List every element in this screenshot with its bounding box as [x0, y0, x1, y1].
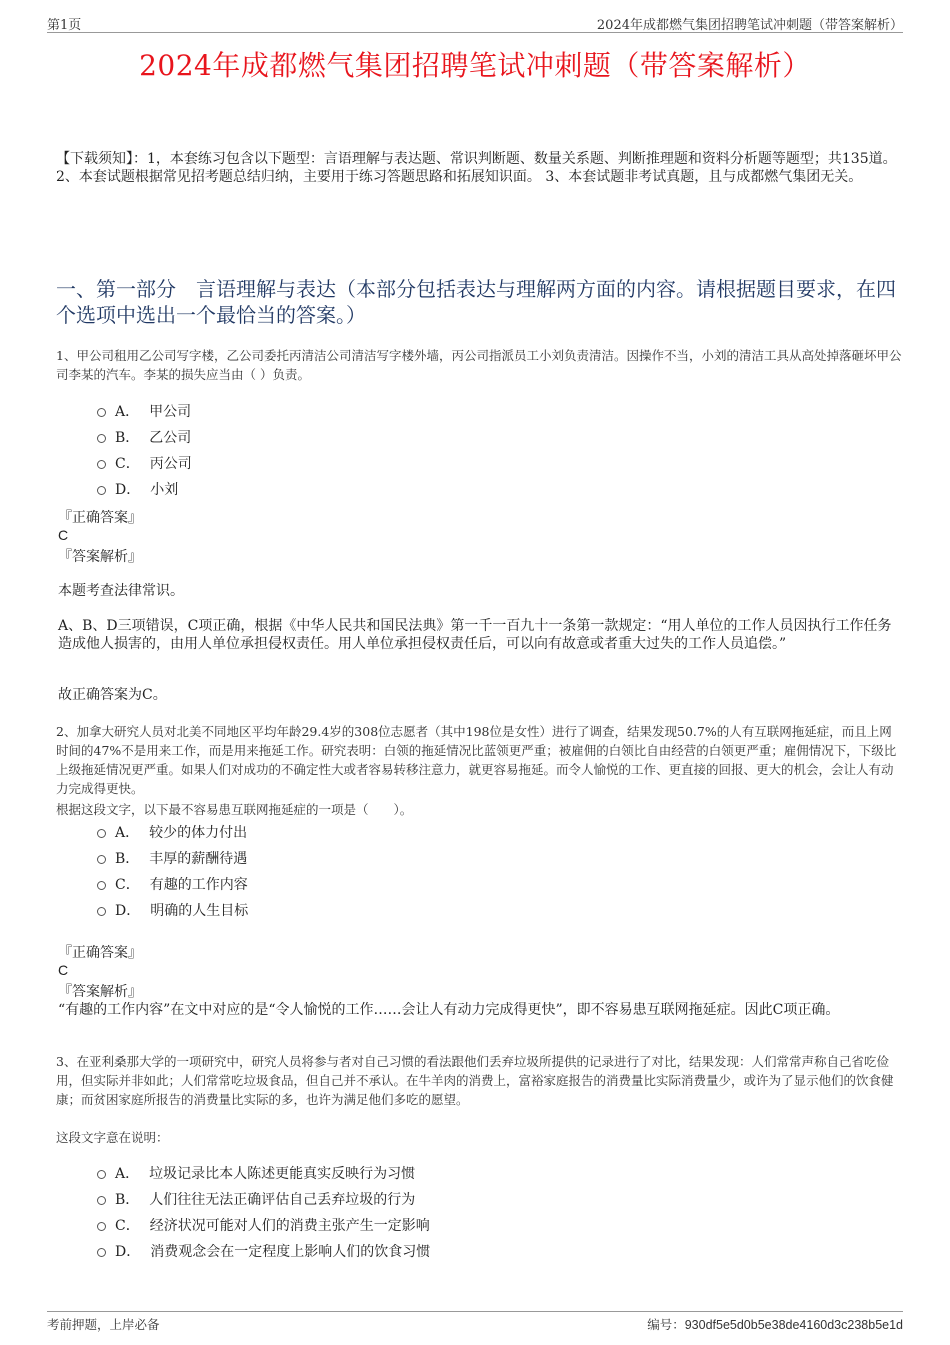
option-letter: B．: [115, 851, 140, 867]
question-1-analysis-label: 『答案解析』: [58, 549, 142, 565]
option-text: 垃圾记录比本人陈述更能真实反映行为习惯: [149, 1166, 416, 1182]
option-text: 明确的人生目标: [150, 903, 249, 919]
question-3-option-c[interactable]: [97, 1212, 430, 1238]
option-text: 人们往往无法正确评估自己丢弃垃圾的行为: [149, 1192, 416, 1208]
question-1-stem: 1、甲公司租用乙公司写字楼，乙公司委托丙清洁公司清洁写字楼外墙，丙公司指派员工小刘负责清洁。因操作不当，小刘的清洁工具从高处掉落砸坏甲公司李某的汽车。李某的损失应当由（ ）负责。: [56, 348, 902, 382]
question-1-answer-label: 『正确答案』: [58, 510, 142, 526]
question-2-answer: C: [58, 962, 69, 978]
option-letter: C．: [115, 456, 140, 472]
option-text: 较少的体力付出: [149, 825, 248, 841]
option-letter: D．: [115, 482, 141, 498]
option-text: 经济状况可能对人们的消费主张产生一定影响: [149, 1218, 430, 1234]
question-1-options: [97, 398, 192, 502]
running-title: 2024年成都燃气集团招聘笔试冲刺题（带答案解析）: [596, 18, 903, 33]
option-text: 有趣的工作内容: [149, 877, 248, 893]
option-letter: B．: [115, 1192, 140, 1208]
option-letter: D．: [115, 1244, 141, 1260]
radio-icon[interactable]: [97, 829, 106, 838]
footer-code-label: 编号：: [647, 1317, 685, 1332]
radio-icon[interactable]: [97, 1170, 106, 1179]
option-letter: C．: [115, 877, 140, 893]
question-2-option-b[interactable]: [97, 845, 248, 871]
radio-icon[interactable]: [97, 881, 106, 890]
radio-icon[interactable]: [97, 408, 106, 417]
question-1-answer: C: [58, 527, 69, 543]
radio-icon[interactable]: [97, 855, 106, 864]
question-1-option-a[interactable]: [97, 398, 192, 424]
footer-slogan: 考前押题，上岸必备: [47, 1317, 160, 1332]
option-text: 丰厚的薪酬待遇: [149, 851, 248, 867]
download-notice: 【下载须知】：1，本套练习包含以下题型：言语理解与表达题、常识判断题、数量关系题、判断推理题和资料分析题等题型；共135道。 2、本套试题根据常见招考题总结归纳，主要用于练习答题思路和拓展知识面。 3、本套试题非考试真题，且与成都燃气集团无关。: [56, 151, 897, 185]
header-divider: [47, 32, 903, 33]
option-letter: A．: [115, 1166, 140, 1182]
option-letter: C．: [115, 1218, 140, 1234]
radio-icon[interactable]: [97, 460, 106, 469]
section-heading: 一、第一部分 言语理解与表达（本部分包括表达与理解两方面的内容。请根据题目要求，在四个选项中选出一个最恰当的答案。）: [56, 277, 896, 327]
option-text: 甲公司: [149, 404, 192, 420]
question-3-options: [97, 1160, 430, 1264]
question-3-prompt: 这段文字意在说明：: [56, 1130, 169, 1145]
question-2-options: [97, 819, 248, 923]
question-2-stem: 2、加拿大研究人员对北美不同地区平均年龄29.4岁的308位志愿者（其中198位是女性）进行了调查，结果发现50.7%的人有互联网拖延症，而且上网时间的47%不是用来工作，而是用来拖延工作。研究表明：白领的拖延情况比蓝领更严重；被雇佣的白领比自由经营的白领更严重；雇佣情况下，下级比上级拖延情况更严重。如果人们对成功的不确定性大或者容易转移注意力，就更容易拖延。而令人愉悦的工作、更直接的回报、更大的机会，会让人有动力完成得更快。: [56, 724, 897, 796]
option-text: 丙公司: [149, 456, 192, 472]
option-text: 乙公司: [149, 430, 192, 446]
page-number: 第1页: [47, 18, 82, 33]
radio-icon[interactable]: [97, 1248, 106, 1257]
question-3-option-d[interactable]: [97, 1238, 430, 1264]
radio-icon[interactable]: [97, 1196, 106, 1205]
footer-code: [647, 1315, 903, 1333]
document-title: 2024年成都燃气集团招聘笔试冲刺题（带答案解析）: [139, 49, 811, 82]
question-3-option-b[interactable]: [97, 1186, 430, 1212]
question-2-analysis-label: 『答案解析』: [58, 984, 142, 1000]
question-1-option-c[interactable]: [97, 450, 192, 476]
option-letter: A．: [115, 825, 140, 841]
question-1-analysis-intro: 本题考查法律常识。: [58, 583, 184, 599]
radio-icon[interactable]: [97, 486, 106, 495]
footer-divider: [47, 1311, 903, 1312]
question-2-option-d[interactable]: [97, 897, 248, 923]
question-2-option-c[interactable]: [97, 871, 248, 897]
question-1-analysis-body: A、B、D三项错误，C项正确，根据《中华人民共和国民法典》第一千一百九十一条第一款规定：“用人单位的工作人员因执行工作任务造成他人损害的，由用人单位承担侵权责任。用人单位承担侵权责任后，可以向有故意或者重大过失的工作人员追偿。”: [58, 618, 892, 652]
question-2-prompt: 根据这段文字，以下最不容易患互联网拖延症的一项是（ ）。: [56, 802, 413, 817]
question-3-stem: 3、在亚利桑那大学的一项研究中，研究人员将参与者对自己习惯的看法跟他们丢弃垃圾所提供的记录进行了对比，结果发现：人们常常声称自己省吃俭用，但实际并非如此；人们常常吃垃圾食品，但自己并不承认。在牛羊肉的消费上，富裕家庭报告的消费量比实际消费量少，或许为了显示他们的饮食健康；而贫困家庭所报告的消费量比实际的多，也许为满足他们多吃的愿望。: [56, 1054, 894, 1107]
question-3-option-a[interactable]: [97, 1160, 430, 1186]
option-text: 消费观念会在一定程度上影响人们的饮食习惯: [150, 1244, 431, 1260]
question-1-option-b[interactable]: [97, 424, 192, 450]
question-1-analysis-conclusion: 故正确答案为C。: [58, 687, 167, 703]
radio-icon[interactable]: [97, 1222, 106, 1231]
option-text: 小刘: [150, 482, 179, 498]
option-letter: A．: [115, 404, 140, 420]
radio-icon[interactable]: [97, 434, 106, 443]
question-1-option-d[interactable]: [97, 476, 192, 502]
option-letter: D．: [115, 903, 141, 919]
radio-icon[interactable]: [97, 907, 106, 916]
question-2-analysis-body: “有趣的工作内容”在文中对应的是“令人愉悦的工作……会让人有动力完成得更快”，即不容易患互联网拖延症。因此C项正确。: [58, 1002, 840, 1018]
option-letter: B．: [115, 430, 140, 446]
question-2-option-a[interactable]: [97, 819, 248, 845]
footer-code-value: 930df5e5d0b5e38de4160d3c238b5e1d: [684, 1318, 903, 1332]
question-2-answer-label: 『正确答案』: [58, 945, 142, 961]
